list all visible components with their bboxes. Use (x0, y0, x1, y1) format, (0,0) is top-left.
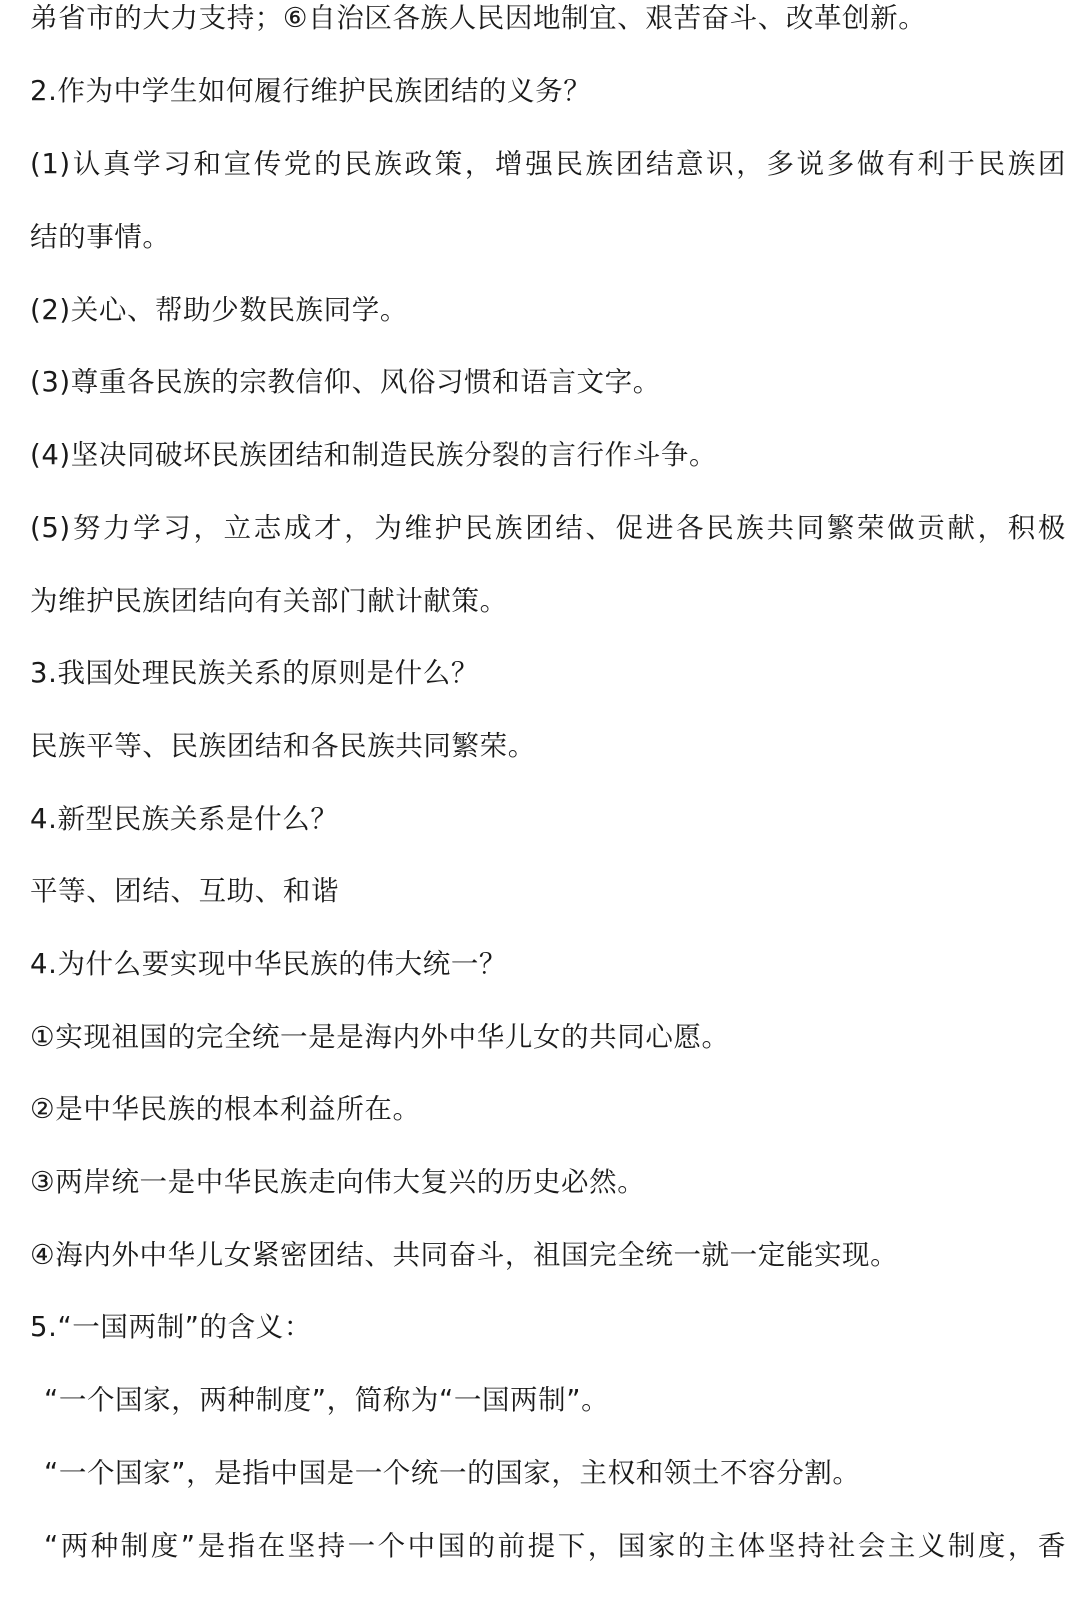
question-heading-4b: 4.为什么要实现中华民族的伟大统一？ (30, 948, 508, 980)
answer-point-4: ④海内外中华儿女紧密团结、共同奋斗，祖国完全统一就一定能实现。 (30, 1239, 899, 1271)
answer-item-1: (1)认真学习和宣传党的民族政策，增强民族团结意识，多说多做有利于民族团 (30, 148, 1066, 180)
question-heading-2: 2.作为中学生如何履行维护民族团结的义务？ (30, 75, 592, 107)
text-line-1: 弟省市的大力支持；⑥自治区各族人民因地制宜、艰苦奋斗、改革创新。 (30, 2, 927, 34)
answer-point-3: ③两岸统一是中华民族走向伟大复兴的历史必然。 (30, 1166, 646, 1198)
answer-item-3: (3)尊重各民族的宗教信仰、风俗习惯和语言文字。 (30, 366, 661, 398)
answer-item-4: (4)坚决同破坏民族团结和制造民族分裂的言行作斗争。 (30, 439, 718, 471)
answer-item-5-continued: 为维护民族团结向有关部门献计献策。 (30, 585, 508, 617)
answer-point-2: ②是中华民族的根本利益所在。 (30, 1093, 421, 1125)
definition-line-3: “两种制度”是指在坚持一个中国的前提下，国家的主体坚持社会主义制度，香 (44, 1530, 1066, 1562)
answer-text-4a: 平等、团结、互助、和谐 (30, 875, 340, 907)
question-heading-3: 3.我国处理民族关系的原则是什么？ (30, 657, 479, 689)
definition-line-2: “一个国家”，是指中国是一个统一的国家，主权和领土不容分割。 (44, 1457, 861, 1489)
answer-item-5: (5)努力学习，立志成才，为维护民族团结、促进各民族共同繁荣做贡献，积极 (30, 512, 1066, 544)
answer-item-1-continued: 结的事情。 (30, 221, 171, 253)
answer-text-3: 民族平等、民族团结和各民族共同繁荣。 (30, 730, 536, 762)
answer-point-1: ①实现祖国的完全统一是是海内外中华儿女的共同心愿。 (30, 1021, 730, 1053)
answer-item-2: (2)关心、帮助少数民族同学。 (30, 294, 408, 326)
definition-line-1: “一个国家，两种制度”，简称为“一国两制”。 (44, 1384, 610, 1416)
question-heading-4a: 4.新型民族关系是什么？ (30, 803, 339, 835)
question-heading-5: 5.“一国两制”的含义： (30, 1311, 312, 1343)
